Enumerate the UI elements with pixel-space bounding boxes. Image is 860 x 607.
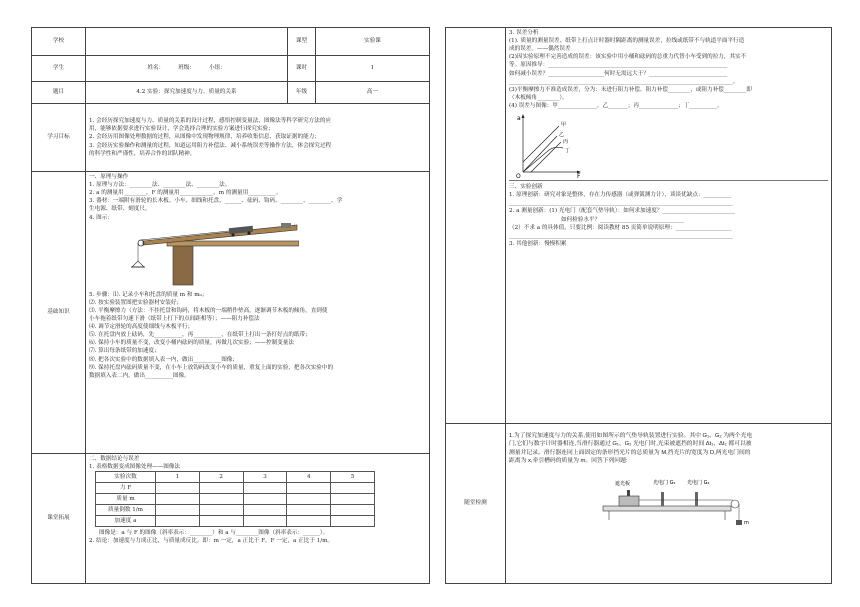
quiz-line: 1.为了探究加速度与力的关系,使用如图所示的气垫导轨装置进行实验。其中 G₁、G₂ 为两个光电	[509, 433, 753, 439]
divider	[509, 180, 828, 181]
table-header-cell: 1	[156, 472, 200, 483]
table-cell[interactable]	[243, 494, 287, 505]
topic-label: 题目	[32, 82, 86, 104]
section-heading: 3. 误差分析	[509, 30, 539, 36]
blocker-label: 遮光板	[615, 480, 631, 487]
table-cell[interactable]	[243, 483, 287, 494]
goal-line: 的科学性和严谨性，培养合作的团队精神。	[89, 150, 196, 157]
table-header-cell: 3	[243, 472, 287, 483]
error-line[interactable]: (3)平衡摩擦力不准造成误差，分为：未进行阻力补偿，阻力补偿________，或阻力补偿________即	[509, 86, 752, 93]
glider	[619, 496, 639, 506]
line-bing	[531, 142, 561, 172]
label-bing: 丙	[563, 139, 569, 146]
innovation-line[interactable]: ________________________________________________________________________________	[509, 232, 733, 239]
row-label: 力 F	[96, 483, 156, 494]
error-graph	[515, 112, 585, 178]
section-heading: 三、实验创新	[509, 184, 543, 191]
right-page	[445, 27, 832, 583]
air-track-diagram	[599, 472, 749, 530]
goal-line: 1. 会经历探究加速度与力、质量的关系的设计过程，感悟控制变量法、图像法等科学研究方法的应	[89, 118, 332, 125]
table-title: 1. 表格数据变成图像处理——图像法	[89, 464, 181, 471]
innovation-line[interactable]: 2. a 测量创新：(1) 光电门（配套气垫导轨）：如何求加速度？__________________________	[509, 208, 736, 215]
name-class-group-line[interactable]: 姓名： 班级： 小组：	[86, 56, 288, 82]
school-value[interactable]	[86, 28, 288, 56]
table-cell[interactable]	[287, 483, 331, 494]
table-header-cell: 4	[287, 472, 331, 483]
timer	[281, 223, 291, 228]
table-top	[167, 241, 299, 246]
table-header-row	[96, 472, 375, 483]
error-line: (2)因实验原理不完善造成的误差：该实验中用小桶和砝码的总重力代替小车受到的拉力，其实不	[509, 54, 747, 61]
student-label: 学生	[32, 56, 86, 82]
table-cell[interactable]	[243, 516, 287, 527]
goals-label: 学习目标	[32, 104, 86, 172]
grade-value: 高一	[316, 82, 430, 104]
step-line: ⑷. 调节定滑轮的高度使细线与木板平行；	[89, 324, 194, 331]
quiz-content	[506, 424, 832, 584]
course-type-value: 实验课	[316, 28, 430, 56]
quiz-line: 测量并记录。滑行器连同上面固定的条形挡光片的总质量为 M,挡光片的宽度为 D,两光电门间的	[509, 449, 751, 456]
table-row	[96, 505, 375, 516]
diagram-heading: 4. 图示：	[89, 214, 113, 221]
quiz-line: 距离为 x,牵引槽码的质量为 m。回答下列问题:	[509, 458, 628, 465]
equipment-line: 生电源、纸带、刻度尺。	[89, 206, 151, 213]
cart-wheel	[231, 233, 234, 236]
data-table	[95, 471, 375, 527]
basic-knowledge-content	[86, 172, 430, 454]
table-cell[interactable]	[331, 494, 375, 505]
table-cell[interactable]	[199, 505, 243, 516]
table-header-cell: 实验次数	[96, 472, 156, 483]
table-cell[interactable]	[156, 483, 200, 494]
table-row	[96, 516, 375, 527]
left-page	[31, 27, 429, 583]
row-label: 质量 m	[96, 494, 156, 505]
table-cell[interactable]	[331, 505, 375, 516]
period-label: 课时	[288, 56, 316, 82]
principle-line[interactable]: 1. 原理与方法：________法、________法、________法。	[89, 182, 231, 189]
innovation-line[interactable]: ________________________________________________________________________________	[509, 200, 733, 207]
table-cell[interactable]	[156, 505, 200, 516]
apparatus-diagram	[129, 223, 299, 289]
label-jia: 甲	[561, 122, 567, 129]
innovation-line[interactable]: 1. 原理创新：研究对象是整体，存在力传感器（或弹簧测力计），谈谈优缺点：__________	[509, 192, 732, 199]
innovation-line[interactable]: 如何检验水平？______________________________	[561, 216, 685, 223]
gate-g1-label: 光电门 G₁	[653, 479, 676, 486]
quiz-label: 随堂检测	[446, 424, 506, 584]
pulley	[731, 500, 739, 508]
innovation-line: 3. 其他创新：慢慢积累	[509, 240, 567, 247]
row-label: 质量倒数 1/m	[96, 505, 156, 516]
table-cell[interactable]	[199, 516, 243, 527]
error-line[interactable]: 如何减小误差？____________________何时无需远大于？____________________________	[509, 70, 728, 77]
goal-line: 用，能够依据要求进行实验设计，学会选择合理的实验方案进行探究实验；	[89, 126, 274, 133]
table-cell[interactable]	[331, 483, 375, 494]
error-line[interactable]: ________________________________________________________________________________。	[509, 78, 739, 85]
section-heading: 一、原理与操作	[89, 174, 129, 180]
table-cell[interactable]	[156, 494, 200, 505]
axis-a-label: a	[517, 115, 521, 123]
goals-content	[86, 104, 430, 172]
gate-g2-label: 光电门 G₂	[687, 479, 710, 486]
step-line[interactable]: 数据填入表二内，做出__________图像。	[89, 372, 190, 379]
step-line: ⑼. 保持托盘内砝码质量不变，在小车上放钩码改变小车的质量，重复上面的实验，把各次实验中的	[89, 364, 334, 371]
table-cell[interactable]	[199, 483, 243, 494]
hanging-mass	[736, 520, 742, 525]
goal-line: 2. 会经历用图像处理数据的过程，从图像中发现物理规律，培养收集信息、获取证据的能力；	[89, 134, 320, 141]
step-line: 5. 步骤：⑴. 记录小车和托盘的质量 m 和 m₀；	[89, 291, 208, 298]
table-row	[96, 494, 375, 505]
table-cell[interactable]	[287, 505, 331, 516]
error-line[interactable]: (4) 误差与图像：甲______________，乙_______；丙______________；丁__________。	[509, 102, 723, 109]
grade-label: 年级	[288, 82, 316, 104]
a-axis-arrow	[522, 114, 525, 118]
mass-label: m	[744, 519, 749, 526]
label-yi: 乙	[559, 132, 565, 139]
period-value: 1	[316, 56, 430, 82]
worksheet-table-left	[31, 27, 430, 584]
gate-g2	[695, 492, 698, 506]
line-yi	[523, 136, 557, 172]
step-line: ⑶. 平衡摩擦力（方法：不挂托盘和钩码，将木板的一端稍作垫高，逐渐调节木板的倾角，直到使	[89, 307, 328, 314]
quiz-line: 门,它们与数字计时器相连,当滑行器通过 G₁、G₂ 光电门时,光束被遮挡的时间 Δt₁、Δt₂ 都可以被	[509, 441, 752, 448]
conclusion-line: 2. 结论：加速度与力成正比，与质量成反比。即：m 一定，a 正比于 F，F 一定，a 正比于 1/m。	[89, 538, 334, 545]
goal-line: 3. 会经历实验操作和测量的过程，知道运用阻力补偿法、减小系统误差等操作方法，体会探究过程	[89, 142, 332, 149]
worksheet-table-right	[445, 27, 832, 584]
step-line: 小车拖着纸带匀速下滑（纸带上打下的点间距相等）；——阻力补偿法	[89, 315, 260, 322]
step-line: ⑵. 按实验装置图把实验器材安装好；	[89, 299, 183, 306]
origin-label: O	[516, 173, 521, 179]
table-cell[interactable]	[287, 494, 331, 505]
innovation-line[interactable]: （2）不求 a 的具体值，只要比例：阅读教材 85 页简单说明原理：____________________	[509, 224, 732, 231]
error-line[interactable]: 等。原因推导：________________________________________________________________	[509, 62, 728, 69]
extension-content	[86, 454, 430, 584]
gate-g1	[661, 492, 664, 506]
table-leg	[173, 245, 193, 285]
step-line[interactable]: ⑸. 在托盘内放上砝码，先__________，再__________，在纸带上打出一条打好点的纸带；	[89, 332, 311, 339]
axis-f-label: F	[577, 173, 581, 179]
course-type-label: 课型	[288, 28, 316, 56]
school-label: 学校	[32, 28, 86, 56]
row-label: 加速度 a	[96, 516, 156, 527]
extension-label: 课堂拓展	[32, 454, 86, 584]
table-cell[interactable]	[243, 505, 287, 516]
analysis-content	[506, 28, 832, 424]
step-line: ⑹. 保持小车的质量不变，改变小桶内砝码的质量，再做几次实验；——控制变量法	[89, 340, 294, 347]
right-label-empty	[446, 28, 506, 424]
error-line[interactable]: （木板倾角________）。	[509, 94, 568, 101]
table-cell[interactable]	[199, 494, 243, 505]
table-row	[96, 483, 375, 494]
light-blocker	[627, 490, 630, 496]
label-ding: 丁	[565, 148, 571, 155]
equipment-line[interactable]: 3. 器材：一端附有滑轮的长木板、小车、细线和托盘、______、砝码、钩码、________、________、学	[89, 198, 343, 205]
section-heading: 二、数据结论与误差	[89, 456, 140, 462]
error-line: (1). 质量的测量误差、纸带上打点计时器时隔距离的测量误差，拉线或纸带不与轨道平面平行造	[509, 38, 745, 45]
table-header-cell: 2	[199, 472, 243, 483]
table-header-cell: 5	[331, 472, 375, 483]
tray	[132, 261, 144, 267]
air-track	[603, 506, 731, 511]
cart-wheel	[247, 231, 250, 234]
image-line[interactable]: 图像是：a 与 F 的图像（斜率表示：________）和 a 与________图像（斜率表示：______）。	[99, 530, 329, 537]
table-cell[interactable]	[331, 516, 375, 527]
error-line: 成的误差。——偶然误差	[509, 46, 571, 53]
topic-value: 4.2 实验：探究加速度与力、质量的关系	[86, 82, 288, 104]
table-cell[interactable]	[156, 516, 200, 527]
measurement-line[interactable]: 2. a 的测量用________，F 的测量用____________，m 的测量用__________。	[89, 190, 282, 197]
step-line: ⑺. 算出每条纸带的加速度；	[89, 348, 160, 355]
table-cell[interactable]	[287, 516, 331, 527]
step-line[interactable]: ⑻. 把各次实验中的数据填入表一内，做出__________图像；	[89, 356, 238, 363]
basic-knowledge-label: 基础知识	[32, 172, 86, 454]
